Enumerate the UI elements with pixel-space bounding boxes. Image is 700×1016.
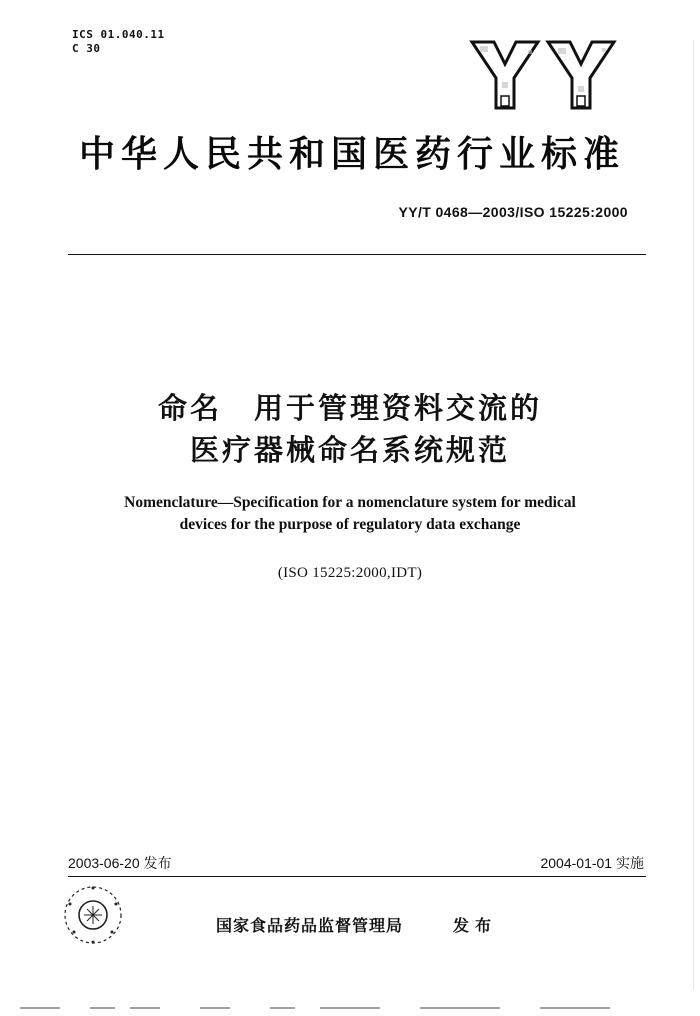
ics-code: ICS 01.040.11 <box>72 28 165 41</box>
publish-label: 发布 <box>453 916 498 935</box>
organization-title: 中华人民共和国医药行业标准 <box>78 134 625 175</box>
issue-date: 2003-06-20 发布 <box>68 855 172 871</box>
bottom-edge-dashes <box>20 1006 680 1010</box>
footer-divider <box>68 876 646 877</box>
yy-logo <box>468 38 618 110</box>
title-cn-line-1: 命名 用于管理资料交流的 <box>157 391 542 425</box>
ccs-code: C 30 <box>72 42 101 55</box>
title-en-line-1: Nomenclature—Specification for a nomenclature system for medical <box>124 494 576 511</box>
standard-number: YY/T 0468—2003/ISO 15225:2000 <box>398 204 628 220</box>
publisher-name: 国家食品药品监督管理局 <box>216 916 404 935</box>
scan-edge-line <box>693 40 694 990</box>
iso-reference: (ISO 15225:2000,IDT) <box>277 565 423 581</box>
title-en-line-2: devices for the purpose of regulatory data exchange <box>179 516 521 533</box>
header-divider <box>68 254 646 255</box>
effective-date: 2004-01-01 实施 <box>540 855 644 871</box>
title-cn-line-2: 医疗器械命名系统规范 <box>189 433 510 467</box>
agency-seal-icon <box>60 882 126 948</box>
classification-codes <box>72 28 165 56</box>
